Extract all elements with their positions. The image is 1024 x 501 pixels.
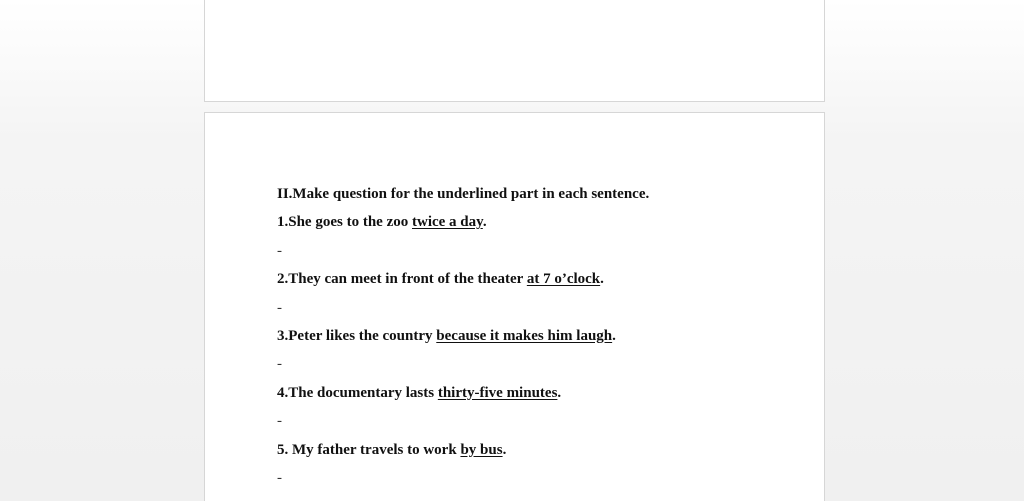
sentence-1 [277, 212, 757, 240]
previous-page [204, 0, 825, 102]
sentence-1-text: 1.She goes to the zoo [277, 214, 412, 231]
sentence-3-text: 3.Peter likes the country [277, 327, 437, 344]
sentence-2 [277, 269, 757, 297]
sentence-5-underlined: by bus [460, 441, 503, 458]
answer-line-5[interactable]: - [277, 469, 282, 486]
sentence-4 [277, 383, 757, 411]
sentence-2-underlined: at 7 o’clock [526, 271, 601, 288]
sentence-2-text: 2.They can meet in front of the theater [277, 271, 527, 288]
sentence-3-end: . [612, 327, 616, 344]
exercise-heading: II.Make question for the underlined part in each sentence. [277, 186, 650, 202]
answer-line-4[interactable]: - [277, 413, 282, 430]
sentence-5-end: . [502, 441, 507, 458]
answer-line-1[interactable]: - [277, 242, 282, 259]
current-page[interactable] [204, 112, 825, 501]
page-content [277, 184, 757, 496]
sentence-1-underlined: twice a day [412, 214, 483, 231]
sentence-4-end: . [557, 384, 562, 401]
sentence-5 [277, 440, 757, 468]
answer-line-3[interactable]: - [277, 356, 282, 373]
sentence-3-underlined: because it makes him laugh [436, 327, 613, 344]
sentence-5-text: 5. My father travels to work [277, 441, 461, 458]
answer-line-2[interactable]: - [277, 299, 282, 316]
sentence-2-end: . [600, 271, 604, 288]
sentence-1-end: . [482, 214, 487, 231]
sentence-3 [277, 326, 757, 354]
sentence-4-underlined: thirty-five minutes [437, 384, 558, 401]
sentence-4-text: 4.The documentary lasts [277, 384, 438, 401]
